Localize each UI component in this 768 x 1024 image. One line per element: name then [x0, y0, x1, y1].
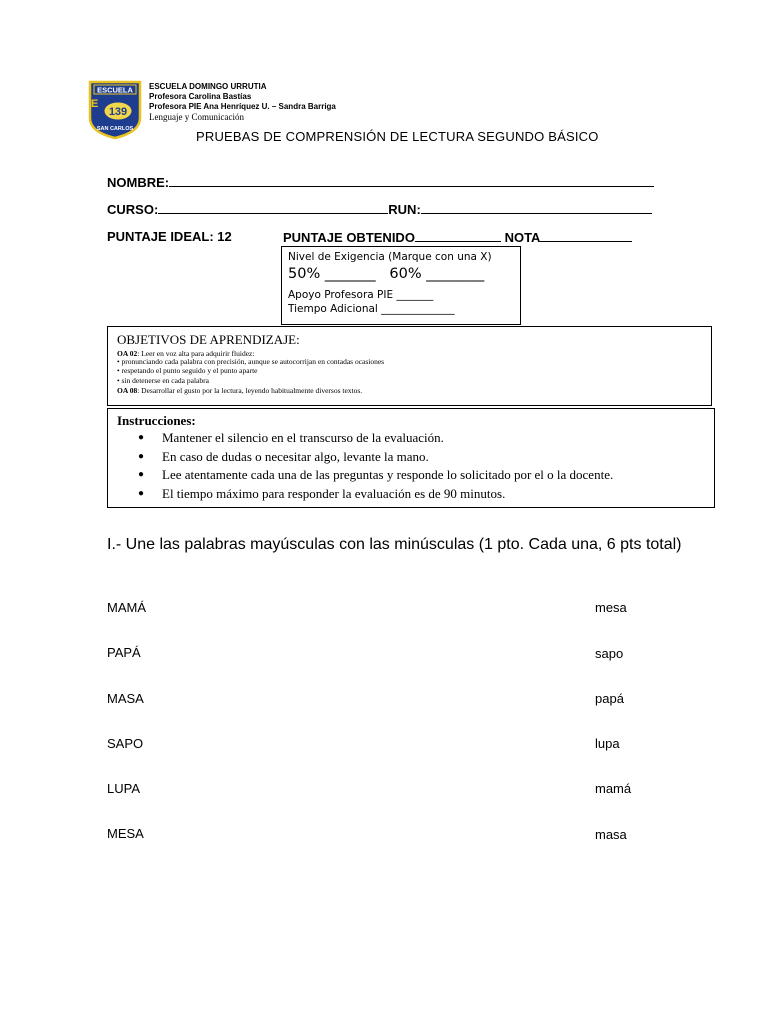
- uppercase-word[interactable]: PAPÁ: [107, 645, 141, 660]
- nombre-label: NOMBRE:: [107, 175, 170, 190]
- lowercase-word[interactable]: mesa: [595, 600, 627, 615]
- puntaje-row: [283, 229, 632, 245]
- oa08-code: OA 08: [117, 386, 138, 395]
- lowercase-word[interactable]: papá: [595, 691, 624, 706]
- oa08-text: : Desarrollar el gusto por la lectura, leyendo habitualmente diversos textos.: [137, 386, 363, 395]
- objetivos-bullet: • respetando el punto seguido y el punto aparte: [117, 366, 258, 375]
- nota-label: NOTA: [504, 230, 541, 245]
- uppercase-word[interactable]: LUPA: [107, 781, 140, 796]
- exigencia-tiempo: Tiempo Adicional ______________: [288, 303, 455, 315]
- oa02-code: OA 02: [117, 349, 138, 358]
- exigencia-options: [288, 266, 484, 282]
- list-item: ● Mantener el silencio en el transcurso de la evaluación.: [138, 429, 613, 448]
- list-item: ● Lee atentamente cada una de las preguntas y responde lo solicitado por el o la docente.: [138, 466, 613, 485]
- logo-letter: E: [91, 98, 99, 110]
- lowercase-word[interactable]: sapo: [595, 646, 624, 661]
- uppercase-word[interactable]: MASA: [107, 691, 144, 706]
- section-title: I.- Une las palabras mayúsculas con las minúsculas (1 pto. Cada una, 6 pts total): [107, 536, 682, 553]
- exigencia-apoyo: Apoyo Profesora PIE _______: [288, 289, 434, 301]
- school-logo: [88, 80, 142, 140]
- objetivos-title: OBJETIVOS DE APRENDIZAJE:: [117, 332, 300, 347]
- logo-top-text: ESCUELA: [97, 85, 133, 95]
- lowercase-word[interactable]: lupa: [595, 736, 620, 751]
- objetivos-bullet: • sin detenerse en cada palabra: [117, 376, 209, 385]
- uppercase-word[interactable]: SAPO: [107, 736, 144, 751]
- puntaje-ideal: PUNTAJE IDEAL: 12: [107, 229, 232, 244]
- nombre-line[interactable]: [169, 174, 654, 187]
- bullet-icon: ●: [138, 450, 145, 462]
- header-subject: Lenguaje y Comunicación: [149, 112, 244, 122]
- curso-label: CURSO:: [107, 202, 159, 217]
- nombre-row: [107, 174, 654, 190]
- puntaje-obtenido-line[interactable]: [415, 229, 501, 242]
- oa02-text: : Leer en voz alta para adquirir fluidez:: [137, 349, 255, 358]
- bullet-icon: ●: [138, 469, 145, 480]
- header-teacher: Profesora Carolina Bastías: [149, 92, 252, 101]
- uppercase-word[interactable]: MAMÁ: [107, 600, 146, 615]
- instrucciones-list: [138, 429, 613, 503]
- objetivos-box: [107, 326, 712, 406]
- instrucciones-title: Instrucciones:: [117, 413, 196, 428]
- logo-number: 139: [108, 106, 128, 118]
- uppercase-word[interactable]: MESA: [107, 826, 144, 841]
- list-item: ● En caso de dudas o necesitar algo, levante la mano.: [138, 448, 613, 467]
- exigencia-title: Nivel de Exigencia (Marque con una X): [288, 251, 492, 263]
- puntaje-obtenido-label: PUNTAJE OBTENIDO: [283, 230, 415, 245]
- run-line[interactable]: [421, 201, 652, 214]
- header-school: ESCUELA DOMINGO URRUTIA: [149, 82, 267, 91]
- nota-line[interactable]: [540, 229, 632, 242]
- document-title: PRUEBAS DE COMPRENSIÓN DE LECTURA SEGUNDO BÁSICO: [196, 129, 599, 144]
- instrucciones-box: [107, 408, 715, 508]
- bullet-icon: ●: [138, 487, 145, 499]
- logo-bottom-text: SAN CARLOS: [96, 126, 134, 132]
- list-item: ● El tiempo máximo para responder la evaluación es de 90 minutos.: [138, 485, 613, 504]
- bullet-icon: ●: [138, 432, 145, 443]
- exigencia-option-50[interactable]: 50% _______: [288, 266, 376, 282]
- header-pie-teachers: Profesora PIE Ana Henríquez U. – Sandra Barriga: [149, 102, 336, 111]
- oa08-line: [117, 386, 362, 395]
- exigencia-box: [281, 246, 521, 325]
- objetivos-bullet: • pronunciando cada palabra con precisión, aunque se autocorrijan en contadas ocasiones: [117, 357, 385, 366]
- run-label: RUN:: [388, 202, 421, 217]
- curso-line[interactable]: [158, 201, 388, 214]
- curso-row: [107, 201, 652, 217]
- exigencia-option-60[interactable]: 60% ________: [389, 266, 485, 282]
- lowercase-word[interactable]: masa: [595, 827, 627, 842]
- lowercase-word[interactable]: mamá: [595, 781, 632, 796]
